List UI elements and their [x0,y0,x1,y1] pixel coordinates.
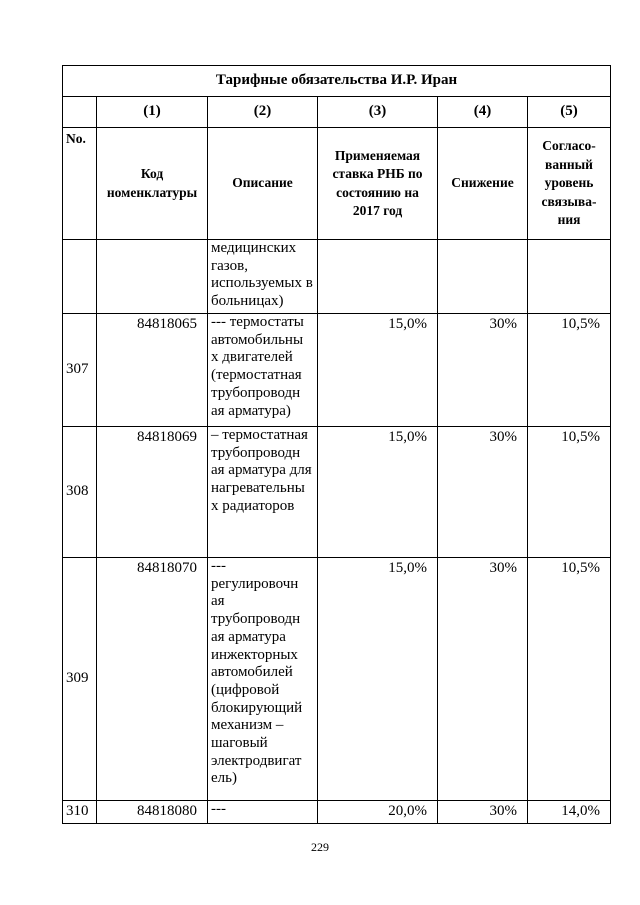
row-bound: 10,5% [528,558,611,801]
column-number: (1) [97,97,208,128]
header-applied-rate: Применяемая ставка РНБ по состоянию на 2017 год [318,128,438,240]
column-number: (3) [318,97,438,128]
row-bound: 10,5% [528,314,611,427]
tariff-table [62,65,611,824]
table-title: Тарифные обязательства И.Р. Иран [63,66,611,97]
row-rate: 20,0% [318,801,438,824]
header-code: Код номенклатуры [97,128,208,240]
row-reduction: 30% [438,427,528,558]
empty-cell [63,97,97,128]
row-code: 84818065 [97,314,208,427]
table-row [63,427,611,558]
row-reduction: 30% [438,801,528,824]
column-number: (4) [438,97,528,128]
row-rate: 15,0% [318,427,438,558]
header-bound: Согласо-ванный уровень связыва-ния [528,128,611,240]
header-no: No. [63,128,97,240]
row-no: 309 [63,558,97,801]
row-no: 307 [63,314,97,427]
row-no: 308 [63,427,97,558]
row-description: --- [208,801,318,824]
column-number: (5) [528,97,611,128]
row-rate: 15,0% [318,314,438,427]
header-reduction: Снижение [438,128,528,240]
row-rate: 15,0% [318,558,438,801]
row-reduction: 30% [438,314,528,427]
row-rate [318,240,438,314]
row-code: 84818080 [97,801,208,824]
row-description: медицинских газов, используемых в больницах) [208,240,318,314]
row-bound [528,240,611,314]
row-bound: 10,5% [528,427,611,558]
row-reduction: 30% [438,558,528,801]
table-row [63,801,611,824]
row-description: --- термостаты автомобильны х двигателей (термостатная трубопроводн ая арматура) [208,314,318,427]
row-code [97,240,208,314]
table-row [63,558,611,801]
row-no [63,240,97,314]
page-number: 229 [311,840,329,854]
row-description: – термостатная трубопроводн ая арматура для нагревательны х радиаторов [208,427,318,558]
row-reduction [438,240,528,314]
header-description: Описание [208,128,318,240]
row-description: --- регулировочн ая трубопроводн ая арматура инжекторных автомобилей (цифровой блокирующий механизм – шаговый электродвигат ель) [208,558,318,801]
column-number: (2) [208,97,318,128]
row-no: 310 [63,801,97,824]
row-bound: 14,0% [528,801,611,824]
table-row [63,240,611,314]
row-code: 84818069 [97,427,208,558]
table-row [63,314,611,427]
row-code: 84818070 [97,558,208,801]
